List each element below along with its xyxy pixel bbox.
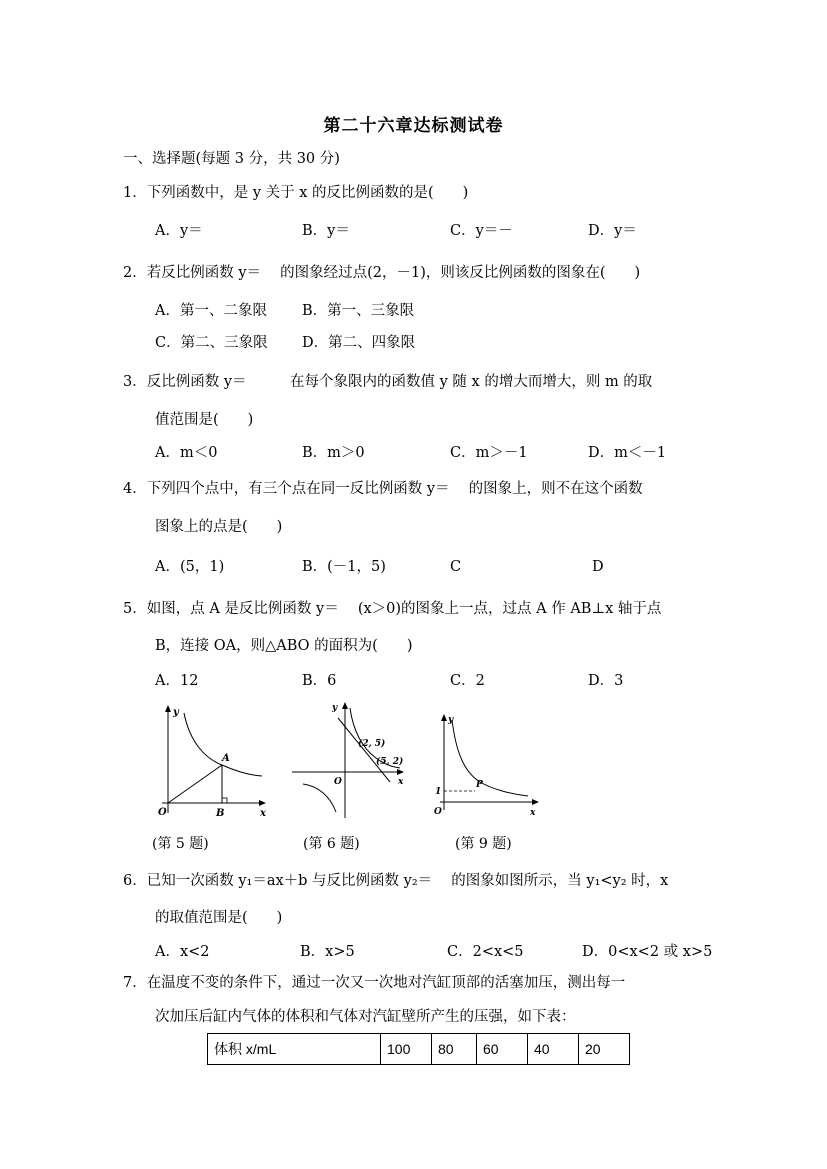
- page-title: 第二十六章达标测试卷: [323, 116, 504, 136]
- fig6-caption: (第 6 题): [303, 836, 360, 852]
- fig6-label-p1: (2, 5): [358, 739, 386, 749]
- fig9-label-one: 1: [435, 787, 442, 797]
- q5-option-a: A．12: [155, 673, 199, 689]
- q6-stem-line2: 的取值范围是( ): [155, 910, 283, 926]
- q4-stem-line2: 图象上的点是( ): [155, 519, 283, 535]
- q1-stem: 1．下列函数中，是 y 关于 x 的反比例函数的是( ): [123, 185, 469, 201]
- fig9-caption: (第 9 题): [455, 836, 512, 852]
- q3-option-b: B．m＞0: [302, 445, 365, 461]
- fig5-y-arrow: [165, 705, 171, 712]
- q6-stem-line1: 6．已知一次函数 y₁＝ax＋b 与反比例函数 y₂＝ 的图象如图所示，当 y₁<y₂ 时，x: [123, 873, 669, 889]
- fig5-x-arrow: [259, 800, 266, 806]
- fig5-label-o: O: [158, 807, 167, 818]
- q6-option-c: C．2<x<5: [447, 944, 524, 960]
- figure-6: [290, 700, 415, 829]
- table-cell: 100: [381, 1034, 432, 1065]
- q2-option-a: A．第一、二象限: [155, 303, 267, 319]
- fig6-y-arrow: [342, 702, 348, 709]
- fig5-label-y: y: [173, 707, 179, 718]
- q1-option-d: D．y＝: [588, 223, 637, 239]
- table-cell: 80: [432, 1034, 477, 1065]
- q4-option-d: D: [592, 559, 604, 575]
- q4-stem-line1: 4．下列四个点中，有三个点在同一反比例函数 y＝ 的图象上，则不在这个函数: [123, 481, 643, 497]
- section-heading: 一、选择题(每题 3 分，共 30 分): [123, 151, 340, 167]
- q4-option-a: A．(5，1): [155, 559, 225, 575]
- fig5-label-x: x: [260, 808, 266, 819]
- fig6-x-arrow: [397, 769, 404, 775]
- q5-option-d: D．3: [588, 673, 624, 689]
- q5-stem-line1: 5．如图，点 A 是反比例函数 y＝ (x＞0)的图象上一点，过点 A 作 AB⊥x 轴于点: [123, 601, 662, 617]
- figure-5: [150, 703, 275, 827]
- q5-option-c: C．2: [450, 673, 485, 689]
- q7-stem-line1: 7．在温度不变的条件下，通过一次又一次地对汽缸顶部的活塞加压，测出每一: [123, 975, 626, 991]
- fig6-label-x: x: [398, 777, 404, 787]
- fig6-label-p2: (5, 2): [376, 757, 404, 767]
- figure-9: [430, 712, 545, 826]
- q4-option-b: B．(－1，5): [302, 559, 386, 575]
- q3-option-c: C．m＞－1: [450, 445, 528, 461]
- fig9-label-p: P: [476, 780, 483, 790]
- fig9-hyperbola: [452, 720, 528, 796]
- fig9-label-o: O: [434, 807, 442, 817]
- fig5-segment-oa: [168, 765, 222, 803]
- table-cell: 40: [528, 1034, 579, 1065]
- table-row: [208, 1034, 630, 1065]
- fig5-label-a: A: [222, 753, 230, 764]
- fig9-x-arrow: [532, 799, 539, 805]
- q3-stem-line1: 3．反比例函数 y＝ 在每个象限内的函数值 y 随 x 的增大而增大，则 m 的取: [123, 374, 653, 390]
- fig5-caption: (第 5 题): [152, 836, 209, 852]
- q4-option-c: C: [450, 559, 462, 575]
- q2-option-b: B．第一、三象限: [302, 303, 415, 319]
- q1-option-b: B．y＝: [302, 223, 350, 239]
- fig5-hyperbola: [184, 713, 262, 776]
- fig9-y-arrow: [441, 714, 447, 721]
- q6-option-b: B．x>5: [300, 944, 355, 960]
- q1-option-c: C．y＝－: [450, 223, 513, 239]
- fig6-label-o: O: [334, 777, 342, 787]
- fig6-label-y: y: [332, 703, 338, 713]
- q5-stem-line2: B，连接 OA，则△ABO 的面积为( ): [155, 638, 413, 654]
- table-cell: 20: [579, 1034, 630, 1065]
- fig9-label-y: y: [448, 715, 454, 725]
- q1-option-a: A．y＝: [155, 223, 203, 239]
- q6-option-d: D．0<x<2 或 x>5: [582, 944, 713, 960]
- fig5-label-b: B: [216, 808, 225, 819]
- q5-option-b: B．6: [302, 673, 337, 689]
- q3-stem-line2: 值范围是( ): [155, 412, 254, 428]
- q2-option-c: C．第二、三象限: [155, 335, 268, 351]
- fig9-label-x: x: [530, 808, 536, 818]
- q2-option-d: D．第二、四象限: [302, 335, 416, 351]
- fig6-hyperbola-branch3: [303, 784, 336, 812]
- table-cell: 60: [477, 1034, 528, 1065]
- q2-stem: 2．若反比例函数 y＝ 的图象经过点(2，－1)，则该反比例函数的图象在( ): [123, 265, 641, 281]
- volume-pressure-table: [207, 1033, 630, 1065]
- q7-stem-line2: 次加压后缸内气体的体积和气体对汽缸壁所产生的压强，如下表：: [155, 1009, 576, 1025]
- table-header-cell: 体积 x/mL: [208, 1034, 381, 1065]
- q3-option-a: A．m＜0: [155, 445, 218, 461]
- fig5-right-angle: [222, 798, 227, 803]
- q3-option-d: D．m＜－1: [588, 445, 667, 461]
- q6-option-a: A．x<2: [155, 944, 210, 960]
